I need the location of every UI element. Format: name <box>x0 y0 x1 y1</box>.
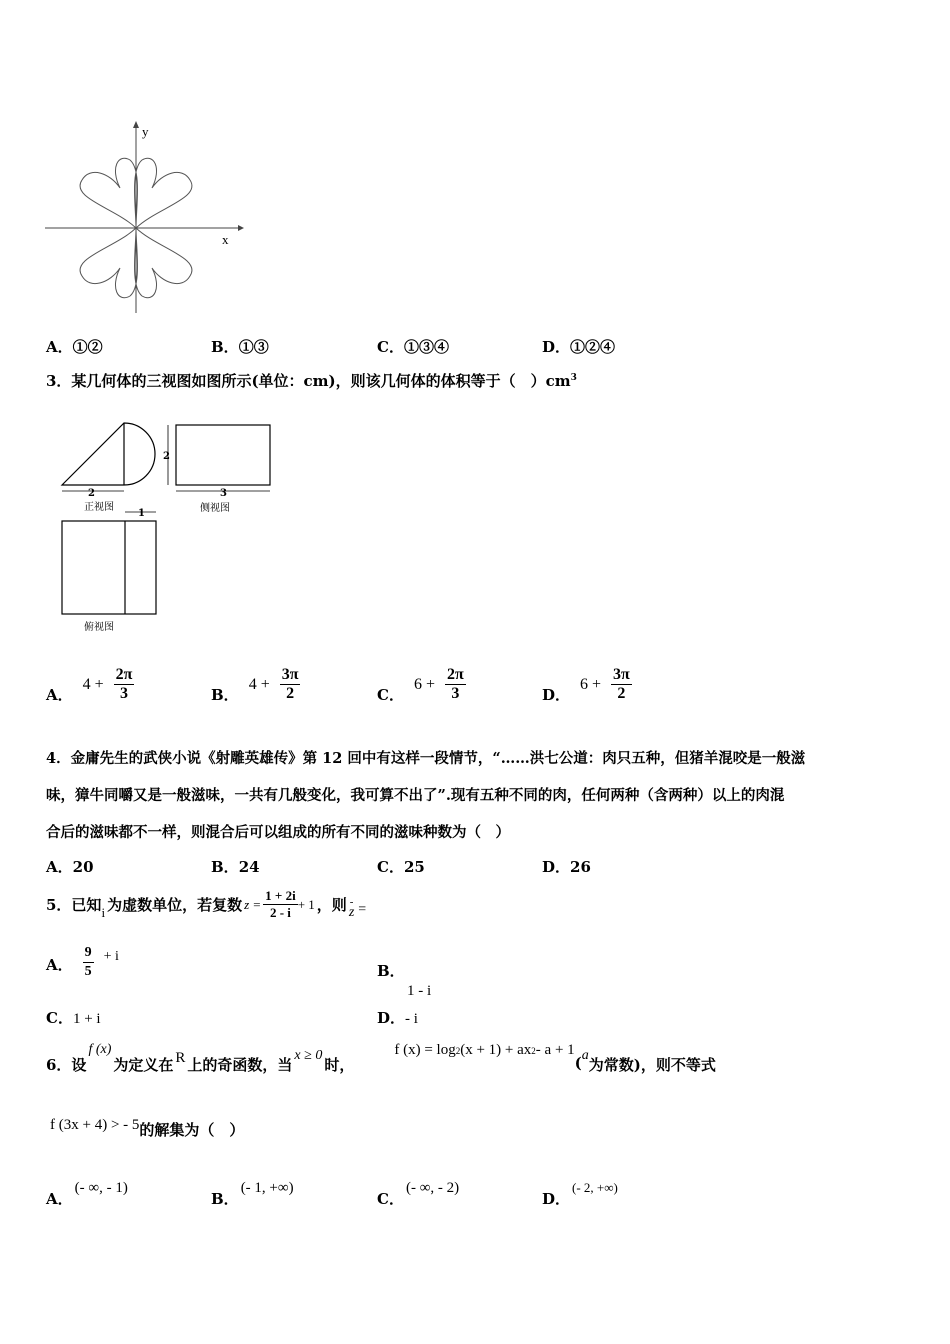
side-view-label: 侧视图 <box>200 503 230 514</box>
q5-option-a[interactable]: A． $\frac{9}{5}$ + i <box>46 945 119 979</box>
y-axis-arrow <box>133 121 139 128</box>
front-view-shape <box>62 423 155 485</box>
q6-option-a[interactable]: A．(- ∞, - 1) <box>46 1180 128 1208</box>
q4-stem-line3: 合后的滋味都不一样，则混合后可以组成的所有不同的滋味种数为（ ） <box>46 824 510 841</box>
petal-lower-right <box>135 228 193 298</box>
q6-stem: 6．设 f (x) 为定义在 R 上的奇函数，当 x ≥ 0 时， f (x) = log 2 (x + 1) + ax 2 - a + 1 ( a 为常数)，则不等式 <box>46 1042 716 1074</box>
petal-lower-left <box>80 228 138 298</box>
three-view-figure <box>50 415 290 640</box>
side-view-rect <box>176 425 270 485</box>
q6-option-b[interactable]: B．(- 1, +∞) <box>211 1180 294 1208</box>
petal-upper-left <box>80 158 138 228</box>
q6-inequality: f (3x + 4) > - 5 的解集为（ ） <box>50 1117 245 1139</box>
q6-option-c[interactable]: C．(- ∞, - 2) <box>377 1180 460 1208</box>
dim-1: 1 <box>138 508 145 519</box>
q2-option-b[interactable]: B．①③ <box>211 338 269 356</box>
q4-option-c[interactable]: C．25 <box>377 858 425 876</box>
q5-option-c[interactable]: C．1 + i <box>46 1009 101 1027</box>
x-axis-arrow <box>238 225 244 231</box>
x-axis-label: x <box>222 232 229 247</box>
q5-option-b[interactable]: B． 1 - i <box>377 962 432 999</box>
q3-option-c[interactable]: C． 6 + $\frac{2\pi}{3}$ <box>377 666 464 704</box>
petal-curve-graph <box>40 118 250 318</box>
q5-option-d[interactable]: D．- i <box>377 1009 418 1027</box>
dim-2-bottom: 2 <box>88 488 95 499</box>
q4-option-a[interactable]: A．20 <box>46 858 94 876</box>
q5-stem: 5．已知 i 为虚数单位，若复数 z = $\frac{1 + 2i}{2 - i}$ + 1 ，则 - z = <box>46 888 367 920</box>
dim-2-side: 2 <box>163 451 170 462</box>
q2-option-c[interactable]: C．①③④ <box>377 338 449 356</box>
q3-option-a[interactable]: A． 4 + $\frac{2\pi}{3}$ <box>46 666 133 704</box>
front-view-label: 正视图 <box>84 502 114 513</box>
y-axis-label: y <box>142 124 149 139</box>
q3-option-b[interactable]: B． 4 + $\frac{3\pi}{2}$ <box>211 666 299 704</box>
q4-option-d[interactable]: D．26 <box>542 858 591 876</box>
q3-stem: 3．某几何体的三视图如图所示(单位：cm)，则该几何体的体积等于（ ）$cm^3$ <box>46 372 577 390</box>
q4-stem-line1: 4．金庸先生的武侠小说《射雕英雄传》第 12 回中有这样一段情节，“……洪七公道：肉只五种，但猪羊混咬是一般滋 <box>46 750 806 767</box>
q3-option-d[interactable]: D． 6 + $\frac{3\pi}{2}$ <box>542 666 630 704</box>
q2-option-a[interactable]: A．①② <box>46 338 103 356</box>
petal-upper-right <box>135 158 193 228</box>
q2-option-d[interactable]: D．①②④ <box>542 338 616 356</box>
dim-3: 3 <box>220 488 227 499</box>
top-view-rect <box>62 521 156 614</box>
q4-option-b[interactable]: B．24 <box>211 858 260 876</box>
q4-stem-line2: 味，獐牛同嚼又是一般滋味，一共有几般变化，我可算不出了”.现有五种不同的肉，任何两种（含两种）以上的肉混 <box>46 787 785 804</box>
top-view-label: 俯视图 <box>84 622 114 633</box>
q6-option-d[interactable]: D．(- 2, +∞) <box>542 1180 618 1208</box>
